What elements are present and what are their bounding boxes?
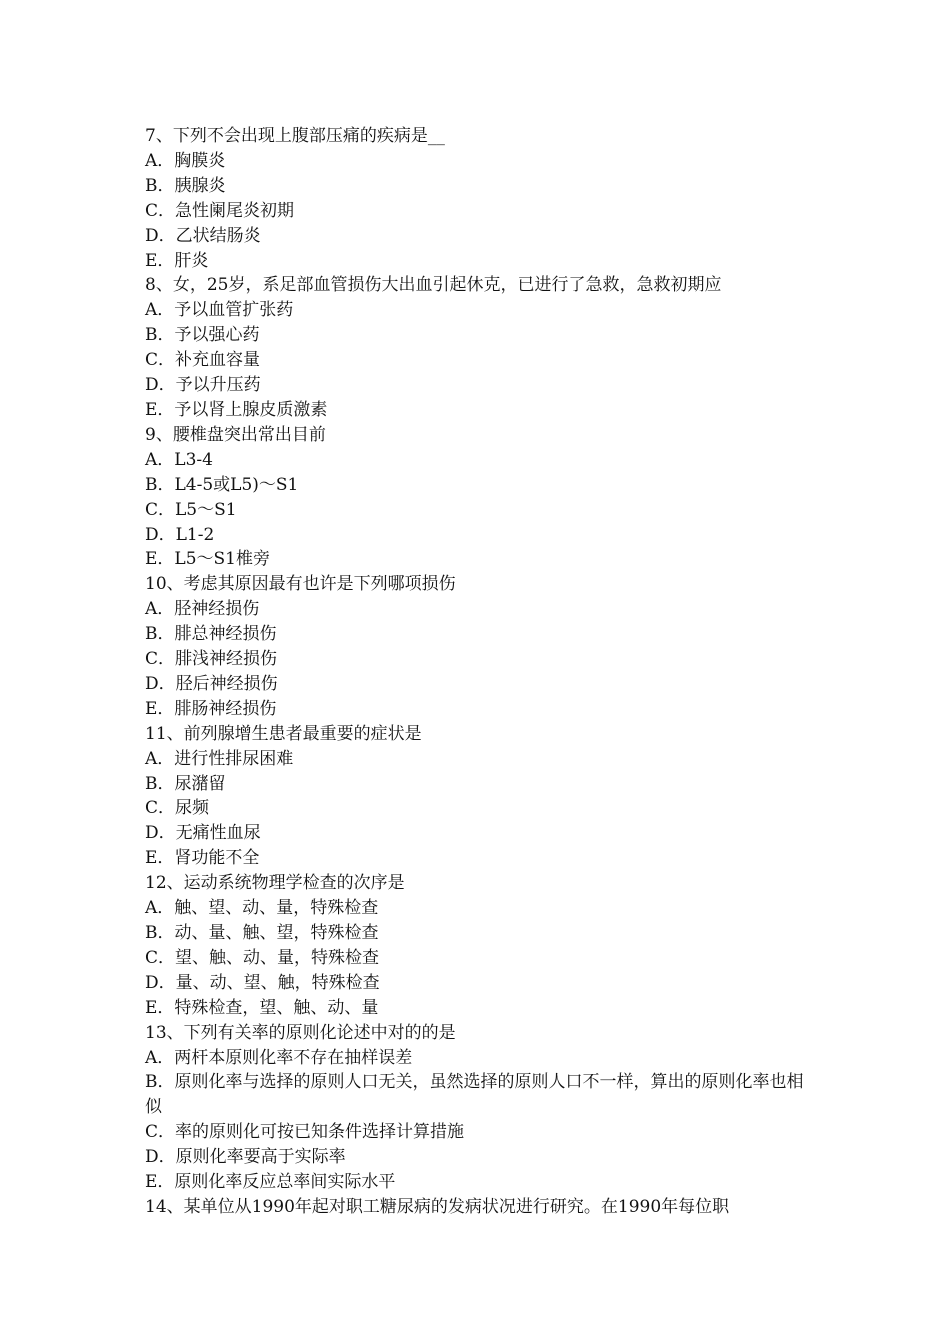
answer-option: C．腓浅神经损伤 [145, 649, 278, 670]
question-stem: 7、下列不会出现上腹部压痛的疾病是__ [145, 126, 445, 146]
answer-option: E．腓肠神经损伤 [145, 698, 277, 719]
question-stem: 11、前列腺增生患者最重要的症状是 [145, 723, 422, 744]
answer-option: E．L5～S1椎旁 [145, 549, 270, 570]
answer-option: E．肾功能不全 [145, 848, 260, 869]
answer-option: A．L3-4 [145, 449, 213, 470]
answer-option: B．胰腺炎 [145, 175, 226, 196]
answer-option: E．予以肾上腺皮质激素 [145, 399, 328, 420]
answer-option: C．补充血容量 [145, 350, 261, 371]
answer-option: A．胫神经损伤 [145, 599, 260, 620]
answer-option: B．原则化率与选择的原则人口无关，虽然选择的原则人口不一样，算出的原则化率也相似 [145, 1072, 804, 1118]
answer-option: B．予以强心药 [145, 325, 260, 346]
question-stem: 9、腰椎盘突出常出目前 [145, 424, 326, 445]
answer-option: D．L1-2 [145, 524, 215, 545]
answer-option: A．予以血管扩张药 [145, 300, 294, 321]
question-stem: 13、下列有关率的原则化论述中对的的是 [145, 1022, 456, 1043]
answer-option: E．特殊检查，望、触、动、量 [145, 997, 379, 1018]
question-stem: 10、考虑其原因最有也许是下列哪项损伤 [145, 574, 456, 595]
question-stem: 14、某单位从1990年起对职工糖尿病的发病状况进行研究。在1990年每位职 [145, 1196, 730, 1217]
answer-option: E．肝炎 [145, 250, 209, 271]
answer-option: C．急性阑尾炎初期 [145, 200, 295, 221]
answer-option: B．尿潴留 [145, 773, 226, 794]
answer-option: C．望、触、动、量，特殊检查 [145, 947, 380, 968]
answer-option: B．L4-5或L5)～S1 [145, 474, 299, 495]
answer-option: C．L5～S1 [145, 499, 237, 520]
answer-option: D．原则化率要高于实际率 [145, 1147, 346, 1168]
answer-option: D．量、动、望、触，特殊检查 [145, 972, 380, 993]
answer-option: D．乙状结肠炎 [145, 225, 261, 246]
answer-option: C．尿频 [145, 798, 210, 819]
answer-option: A．胸膜炎 [145, 150, 226, 171]
question-stem: 8、女，25岁，系足部血管损伤大出血引起休克，已进行了急救，急救初期应 [145, 275, 722, 296]
answer-option: C．率的原则化可按已知条件选择计算措施 [145, 1122, 465, 1143]
document-body [145, 124, 813, 1220]
answer-option: E．原则化率反应总率间实际水平 [145, 1172, 396, 1193]
answer-option: D．予以升压药 [145, 375, 261, 396]
answer-option: A．两杆本原则化率不存在抽样误差 [145, 1047, 413, 1068]
answer-option: A．触、望、动、量，特殊检查 [145, 898, 379, 919]
answer-option: A．进行性排尿困难 [145, 748, 294, 769]
answer-option: B．动、量、触、望，特殊检查 [145, 923, 379, 943]
answer-option: D．无痛性血尿 [145, 823, 261, 844]
answer-option: B．腓总神经损伤 [145, 624, 277, 645]
question-stem: 12、运动系统物理学检查的次序是 [145, 873, 405, 894]
answer-option: D．胫后神经损伤 [145, 673, 278, 694]
